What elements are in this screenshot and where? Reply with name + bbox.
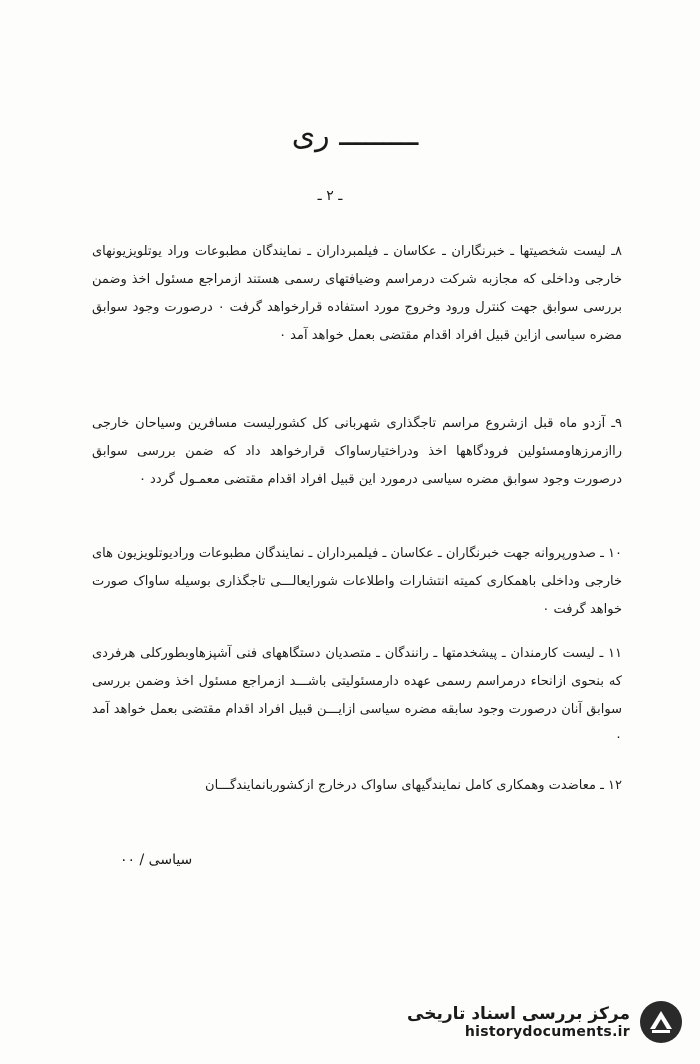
watermark-url: historydocuments.ir <box>464 1024 630 1040</box>
page-number: ـ ۲ ـ <box>317 188 343 204</box>
paragraph-9: ۹ـ آزدو ماه قبل ازشروع مراسم تاجگذاری شهربانی کل کشورلیست مسافرین وسیاحان خارجی راازمرزهاومسئولین فرودگاهها اخذ ودراختیارساواک قرارخواهد داد که ضمن بررسی سوابق درصورت وجود سوابق مضره سیاسی درمورد این قبیل افراد اقدام مقتضی معمـول گردد ۰ <box>92 416 622 487</box>
paragraph-10: ۱۰ ـ صدورپروانه جهت خبرنگاران ـ عکاسان ـ فیلمبرداران ـ نمایندگان مطبوعات ورادیوتلویزیون های خارجی وداخلی باهمکاری کمیته انتشارات واطلاعات شورایعالـــی تاجگذاری بوسیله ساواک صورت خواهد گرفت ۰ <box>92 546 622 617</box>
paragraph-11: ۱۱ ـ لیست کارمندان ـ پیشخدمتها ـ رانندگان ـ متصدیان دستگاههای فنی آشپزهاوبطورکلی هرفردی که بنحوی ازانحاء درمراسم رسمی عهده دارمسئولیتی باشـــد ازمراجع مسئول اخذ وضمن بررسی سوابق آنان درصورت وجود سابقه مضره سیاسی ازایـــن قبیل افراد اقدام مقتضی بعمل خواهد آمد ۰ <box>92 646 622 745</box>
archive-watermark <box>404 990 684 1054</box>
paragraph-8: ۸ـ لیست شخصیتها ـ خبرنگاران ـ عکاسان ـ فیلمبرداران ـ نمایندگان مطبوعات وراد یوتلویزیونهای خارجی وداخلی که مجازبه شرکت درمراسم وضیافتهای رسمی هستند ازمراجع مسئول اخذ وضمن بررسی سوابق جهت کنترل ورود وخروج مورد استفاده قرارخواهد گرفت ۰ درصورت وجود سوابق مضره سیاسی ازاین قبیل افراد اقدام مقتضی بعمل خواهد آمد ۰ <box>92 244 623 343</box>
archive-logo-icon <box>638 999 684 1045</box>
watermark-title: مرکز بررسی اسناد تاریخی <box>407 1004 630 1024</box>
paragraph-12: ۱۲ ـ معاضدت وهمکاری کامل نمایندگیهای ساواک درخارج ازکشوربانمایندگـــان <box>205 778 622 793</box>
watermark-text <box>407 1004 630 1040</box>
header-mark: ـــــــــ ری <box>291 118 419 153</box>
signature-note: سیاسی / ۰۰ <box>120 852 193 868</box>
